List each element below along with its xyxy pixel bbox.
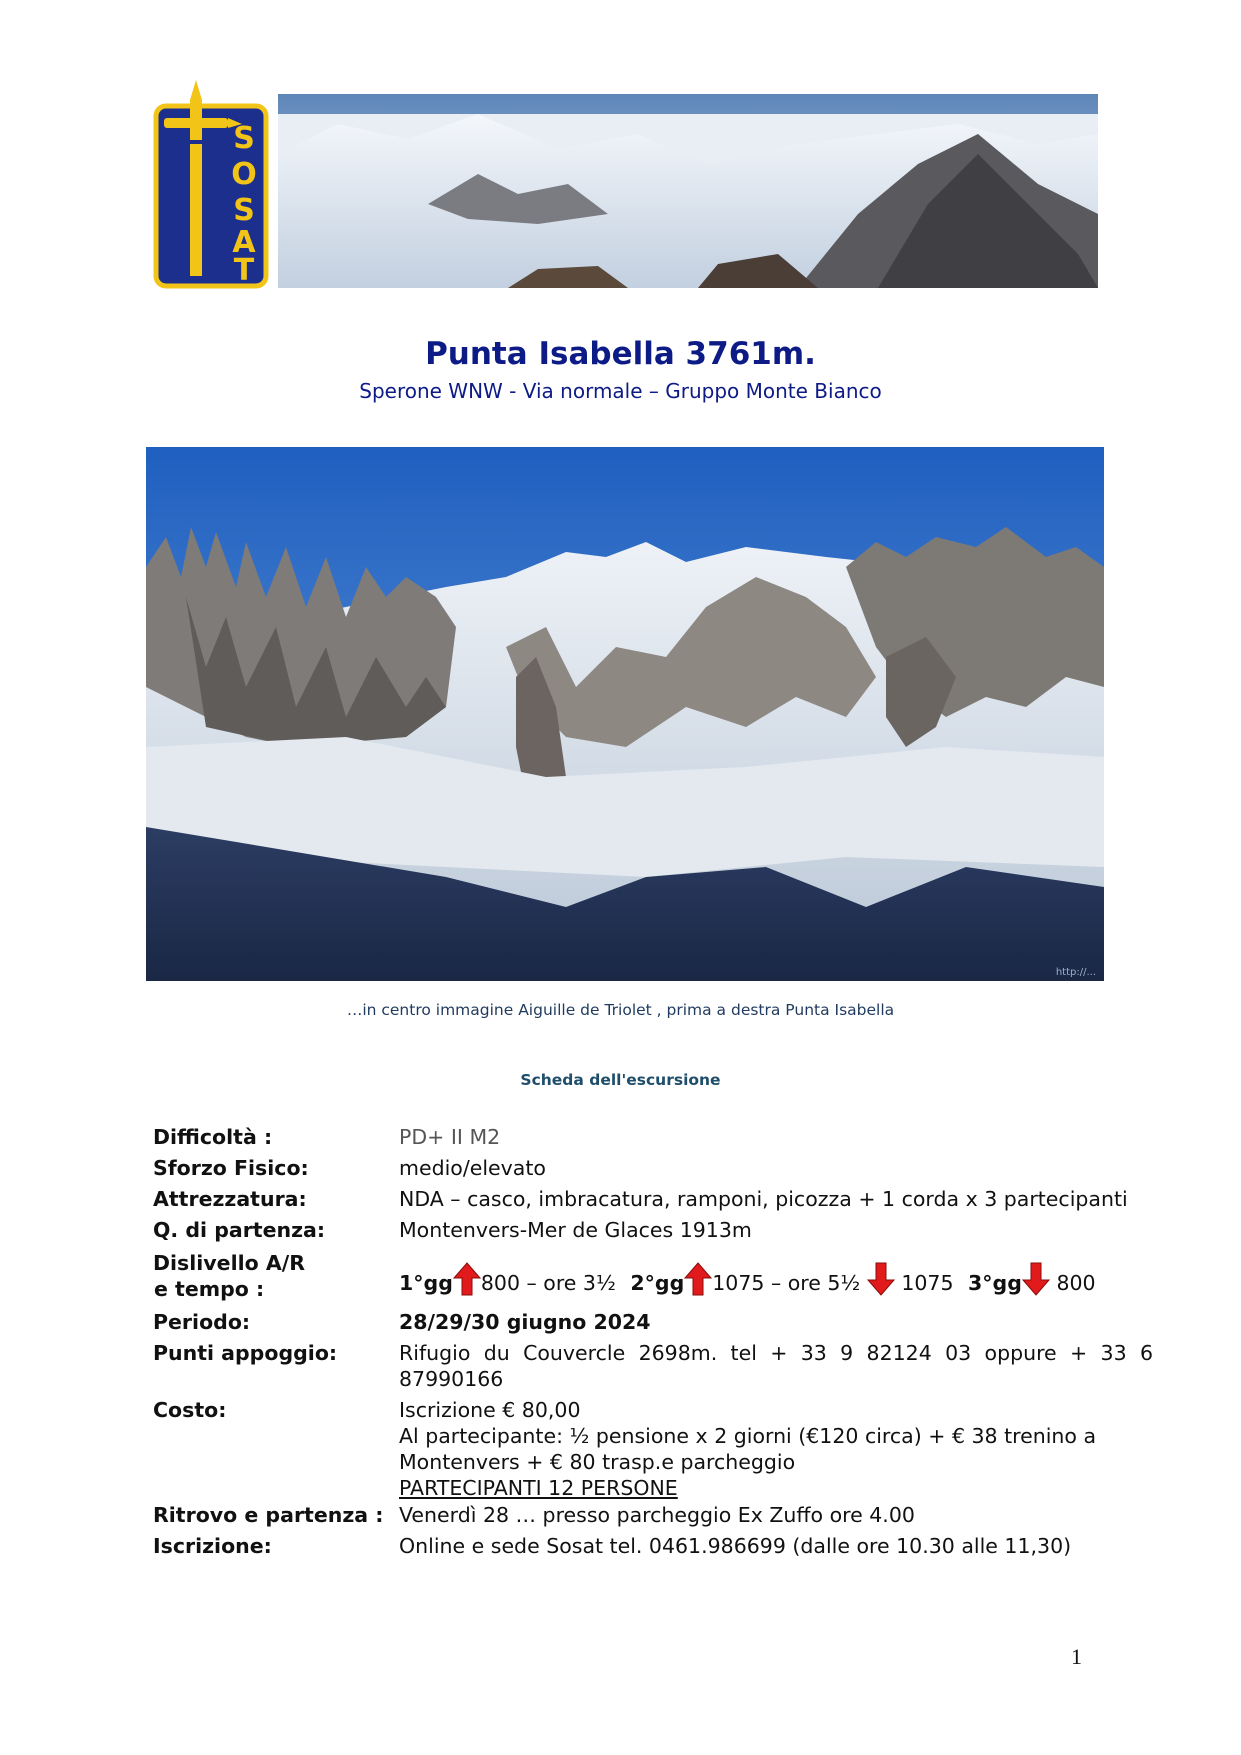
sosat-logo	[150, 80, 272, 290]
label-dislivello-line2: e tempo :	[154, 1277, 265, 1301]
down-arrow-icon	[867, 1262, 895, 1296]
day3-label: 3°gg	[968, 1271, 1022, 1295]
logo-letter-a: A	[232, 225, 256, 260]
day2-label: 2°gg	[630, 1271, 685, 1295]
label-ritrovo: Ritrovo e partenza :	[153, 1503, 384, 1527]
label-quota: Q. di partenza:	[153, 1218, 326, 1242]
value-iscrizione: Online e sede Sosat tel. 0461.986699 (dalle ore 10.30 alle 11,30)	[399, 1534, 1072, 1558]
day1-label: 1°gg	[399, 1271, 453, 1295]
logo-letter-o: O	[231, 157, 257, 192]
header-banner-image	[278, 94, 1098, 288]
page-subtitle: Sperone WNW - Via normale – Gruppo Monte Bianco	[359, 379, 882, 403]
up-arrow-icon	[684, 1262, 712, 1296]
day2-text2: 1075	[901, 1271, 954, 1295]
down-arrow-icon	[1022, 1262, 1050, 1296]
label-costo: Costo:	[153, 1398, 227, 1422]
costo-partecipante: Al partecipante: ½ pensione x 2 giorni (€120 circa) + € 38 trenino a Montenvers + € 80 trasp.e parcheggio	[399, 1424, 1097, 1474]
value-costo	[399, 1397, 1153, 1501]
logo-letter-t: T	[233, 253, 255, 288]
value-appoggio: Rifugio du Couvercle 2698m. tel + 33 9 82124 03 oppure + 33 6 87990166	[399, 1341, 1153, 1391]
label-periodo: Periodo:	[153, 1310, 251, 1334]
day1-text: 800 – ore 3½	[480, 1271, 616, 1295]
photo-caption: …in centro immagine Aiguille de Triolet , prima a destra Punta Isabella	[346, 1001, 895, 1019]
value-quota: Montenvers-Mer de Glaces 1913m	[399, 1218, 752, 1242]
label-dislivello	[153, 1250, 305, 1302]
section-title: Scheda dell'escursione	[520, 1071, 721, 1089]
value-dislivello	[399, 1262, 1153, 1296]
photo-watermark: http://...	[1055, 967, 1096, 978]
value-periodo: 28/29/30 giugno 2024	[399, 1310, 651, 1334]
value-sforzo: medio/elevato	[399, 1156, 546, 1180]
label-sforzo: Sforzo Fisico:	[153, 1156, 309, 1180]
value-ritrovo: Venerdì 28 … presso parcheggio Ex Zuffo ore 4.00	[399, 1503, 915, 1527]
day2-text: 1075 – ore 5½	[712, 1271, 861, 1295]
mountain-photo	[146, 447, 1104, 981]
value-difficolta: PD+ II M2	[399, 1125, 501, 1149]
value-attrezzatura: NDA – casco, imbracatura, ramponi, picozza + 1 corda x 3 partecipanti	[399, 1187, 1128, 1211]
logo-letter-s1: S	[233, 121, 255, 156]
label-appoggio: Punti appoggio:	[153, 1341, 338, 1365]
up-arrow-icon	[453, 1262, 481, 1296]
logo-letter-s2: S	[233, 193, 255, 228]
label-difficolta: Difficoltà :	[153, 1125, 273, 1149]
costo-partecipanti: PARTECIPANTI 12 PERSONE	[399, 1476, 678, 1500]
costo-iscrizione: Iscrizione € 80,00	[399, 1398, 581, 1422]
label-iscrizione: Iscrizione:	[153, 1534, 272, 1558]
page-title: Punta Isabella 3761m.	[425, 336, 816, 372]
day3-text: 800	[1056, 1271, 1096, 1295]
label-attrezzatura: Attrezzatura:	[153, 1187, 307, 1211]
page-number: 1	[1071, 1644, 1082, 1669]
label-dislivello-line1: Dislivello A/R	[153, 1251, 305, 1275]
